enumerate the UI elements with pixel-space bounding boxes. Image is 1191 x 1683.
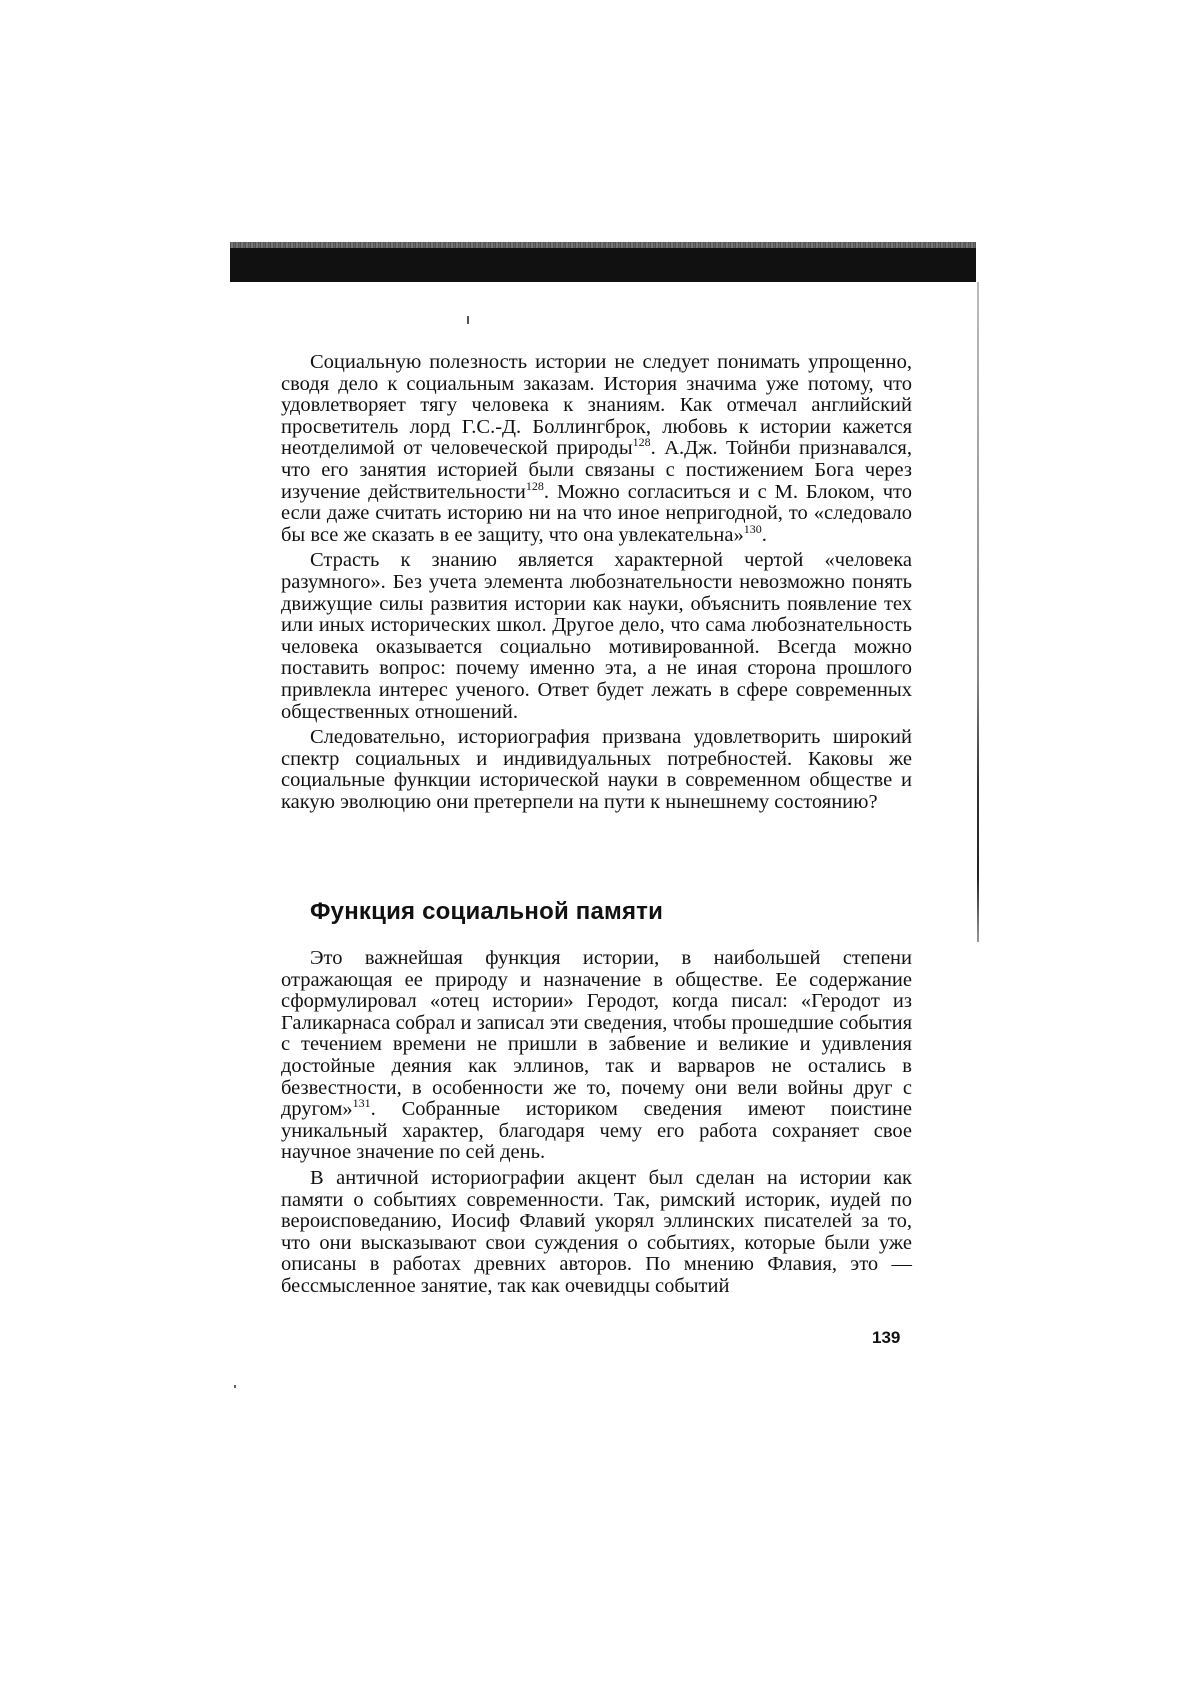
footnote-ref: 131	[352, 1096, 371, 1111]
paragraph-3: Следовательно, историография призвана удовлетворить широкий спектр социальных и индивидуальных потребностей. Каковы же социальные функции исторической науки в современном обществе и какую эволюцию они претерпели на пути к нынешнему состоянию?	[281, 726, 912, 813]
footnote-ref: 128	[525, 478, 544, 493]
page-number: 139	[872, 1328, 901, 1347]
scan-mark	[467, 316, 469, 324]
paragraph-4: Это важнейшая функция истории, в наибольшей степени отражающая ее природу и назначение в обществе. Ее содержание сформулировал «отец истории» Геродот, когда писал: «Геродот из Галикарнаса собрал и записал эти сведения, чтобы прошедшие события с течением времени не пришли в забвение и великие и удивления достойные деяния как эллинов, так и варваров не остались в безвестности, в особенности же то, почему они вели войны друг с другом»$^{131}$. Собранные историком сведения имеют поистине уникальный характер, благодаря чему его работа сохраняет свое научное значение по сей день.	[281, 947, 912, 1164]
body-text-bottom	[281, 948, 912, 1302]
header-bar	[230, 248, 976, 282]
paragraph-5: В античной историографии акцент был сделан на истории как памяти о событиях современности. Так, римский историк, иудей по вероисповеданию, Иосиф Флавий укорял эллинских писателей за то, что они высказывают свои суждения о событиях, которые были уже описаны в работах древних авторов. По мнению Флавия, это — бессмысленное занятие, так как очевидцы событий	[281, 1166, 912, 1297]
page-edge-line	[977, 282, 979, 942]
section-heading: Функция социальной памяти	[310, 898, 664, 925]
footnote-ref: 130	[743, 521, 762, 536]
scan-speck	[234, 1385, 236, 1388]
body-text-top	[281, 352, 912, 817]
footnote-ref: 128	[632, 435, 651, 450]
paragraph-1: Социальную полезность истории не следует понимать упрощенно, сводя дело к социальным заказам. История значима уже потому, что удовлетворяет тягу человека к знаниям. Как отмечал английский просветитель лорд Г.С.-Д. Боллингброк, любовь к истории кажется неотделимой от человеческой природы$^{128}$. А.Дж. Тойнби признавался, что его занятия историей были связаны с постижением Бога через изучение действительности$^{128}$. Можно согласиться и с М. Блоком, что если даже считать историю ни на что иное непригодной, то «следовало бы все же сказать в ее защиту, что она увлекательна»$^{130}$.	[281, 351, 912, 546]
paragraph-2: Страсть к знанию является характерной чертой «человека разумного». Без учета элемента любознательности невозможно понять движущие силы развития истории как науки, объяснить появление тех или иных исторических школ. Другое дело, что сама любознательность человека оказывается социально мотивированной. Всегда можно поставить вопрос: почему именно эта, а не иная сторона прошлого привлекла интерес ученого. Ответ будет лежать в сфере современных общественных отношений.	[281, 549, 912, 723]
